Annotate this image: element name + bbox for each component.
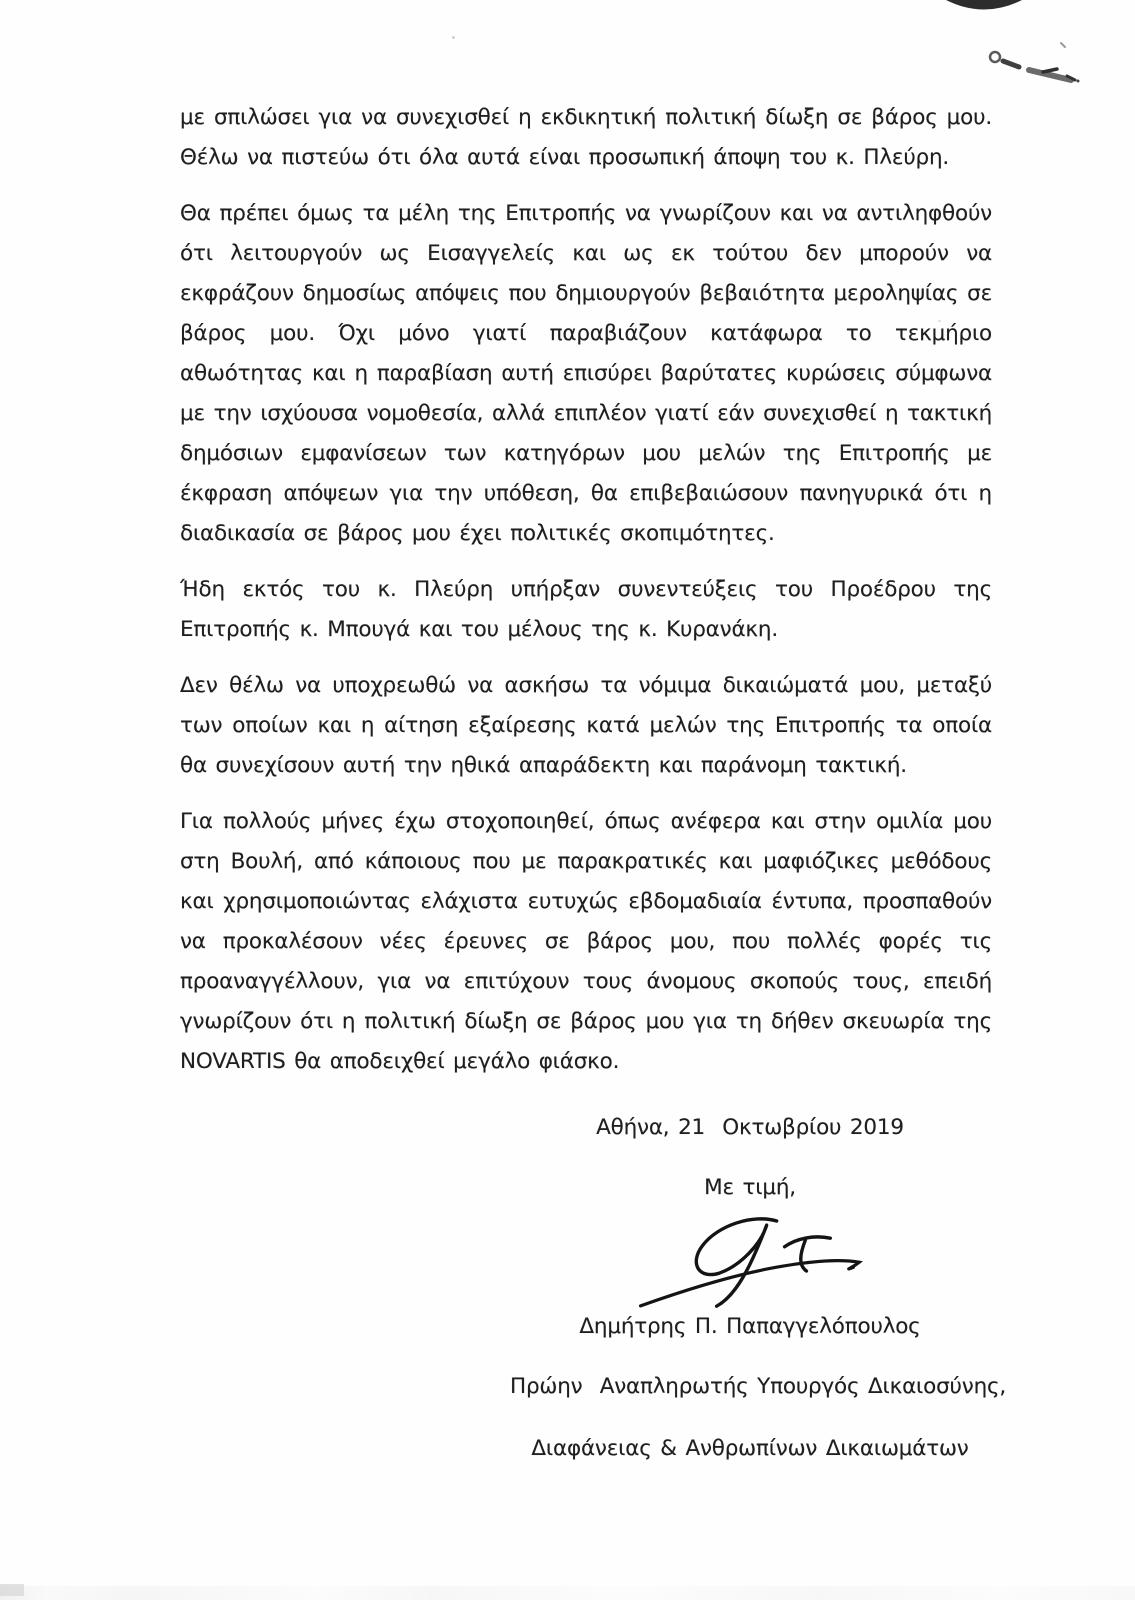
paragraph: Θα πρέπει όμως τα μέλη της Επιτροπής να γνωρίζουν και να αντιληφθούν ότι λειτουργούν ως Εισαγγελείς και ως εκ τούτου δεν μπορούν να εκφράζουν δημοσίως απόψεις που δημιουργούν βεβαιότητα μεροληψίας σε βάρος μου. Όχι μόνο γιατί παραβιάζουν κατάφωρα το τεκμήριο αθωότητας και η παραβίαση αυτή επισύρει βαρύτατες κυρώσεις σύμφωνα με την ισχύουσα νομοθεσία, αλλά επιπλέον γιατί εάν συνεχισθεί η τακτική δημόσιων εμφανίσεων των κατηγόρων μου μελών της Επιτροπής με έκφραση απόψεων για την υπόθεση, θα επιβεβαιώσουν πανηγυρικά ότι η διαδικασία σε βάρος μου έχει πολιτικές σκοπιμότητες. xyxy=(180,201,992,546)
signatory-name: Δημήτρης Π. Παπαγγελόπουλος xyxy=(579,1314,921,1339)
closing-block xyxy=(510,1168,1007,1469)
signature-icon xyxy=(633,1208,866,1311)
date-place-line: Αθήνα, 21 Οκτωβρίου 2019 xyxy=(596,1115,904,1140)
pen-scribble-icon xyxy=(983,40,1083,86)
signatory-title-line-1: Πρώην Αναπληρωτής Υπουργός Δικαιοσύνης, xyxy=(510,1374,1007,1399)
paragraph: με σπιλώσει για να συνεχισθεί η εκδικητική πολιτική δίωξη σε βάρος μου. Θέλω να πιστεύω ότι όλα αυτά είναι προσωπική άποψη του κ. Πλεύρη. xyxy=(180,105,992,170)
scan-speck xyxy=(452,36,455,39)
scan-noise-band xyxy=(0,1586,1135,1600)
paragraph: Για πολλούς μήνες έχω στοχοποιηθεί, όπως ανέφερα και στην ομιλία μου στη Βουλή, από κάποιους που με παρακρατικές και μαφιόζικες μεθόδους και χρησιμοποιώντας ελάχιστα ευτυχώς εβδομαδιαία έντυπα, προσπαθούν να προκαλέσουν νέες έρευνες σε βάρος μου, που πολλές φορές τις προαναγγέλλουν, για να επιτύχουν τους άνομους σκοπούς τους, επειδή γνωρίζουν ότι η πολιτική δίωξη σε βάρος μου για τη δήθεν σκευωρία της NOVARTIS θα αποδειχθεί μεγάλο φιάσκο. xyxy=(180,809,992,1074)
scan-smudge-icon xyxy=(880,0,1030,16)
closing-salutation: Με τιμή, xyxy=(704,1175,796,1200)
letter-body xyxy=(180,98,1007,1469)
paragraph: Ήδη εκτός του κ. Πλεύρη υπήρξαν συνεντεύξεις του Προέδρου της Επιτροπής κ. Μπουγά και του μέλους της κ. Κυρανάκη. xyxy=(180,577,992,642)
paragraph: Δεν θέλω να υποχρεωθώ να ασκήσω τα νόμιμα δικαιώματά μου, μεταξύ των οποίων και η αίτηση εξαίρεσης κατά μελών της Επιτροπής τα οποία θα συνεχίσουν αυτή την ηθικά απαράδεκτη και παράνομη τακτική. xyxy=(180,673,992,778)
signatory-title-line-2: Διαφάνειας & Ανθρωπίνων Δικαιωμάτων xyxy=(531,1436,969,1461)
scan-corner-artifact xyxy=(0,1584,24,1596)
